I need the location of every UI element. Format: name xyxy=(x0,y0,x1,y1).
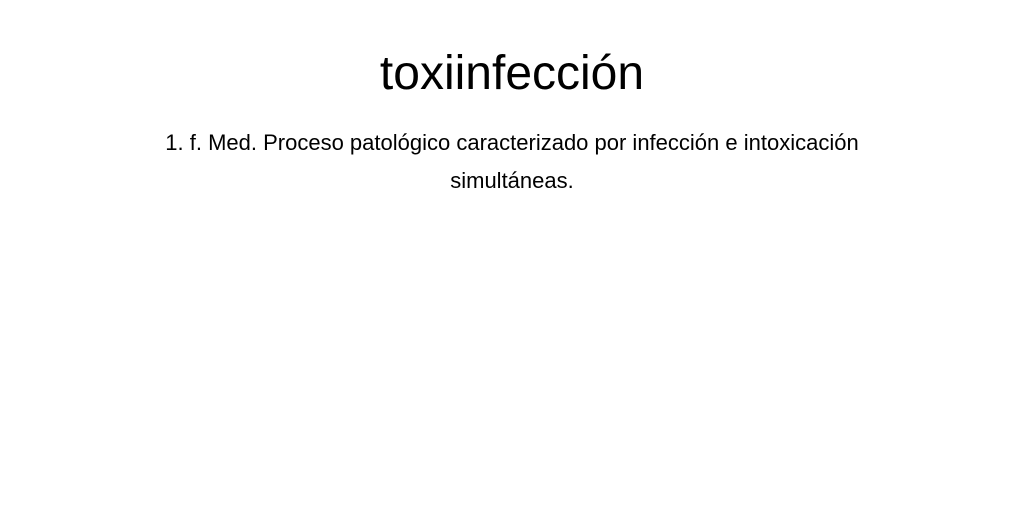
headword: toxiinfección xyxy=(379,47,645,100)
dictionary-entry xyxy=(0,44,1024,200)
definition: 1. f. Med. Proceso patológico caracterizado por infección e intoxicación simultáneas. xyxy=(165,130,859,193)
